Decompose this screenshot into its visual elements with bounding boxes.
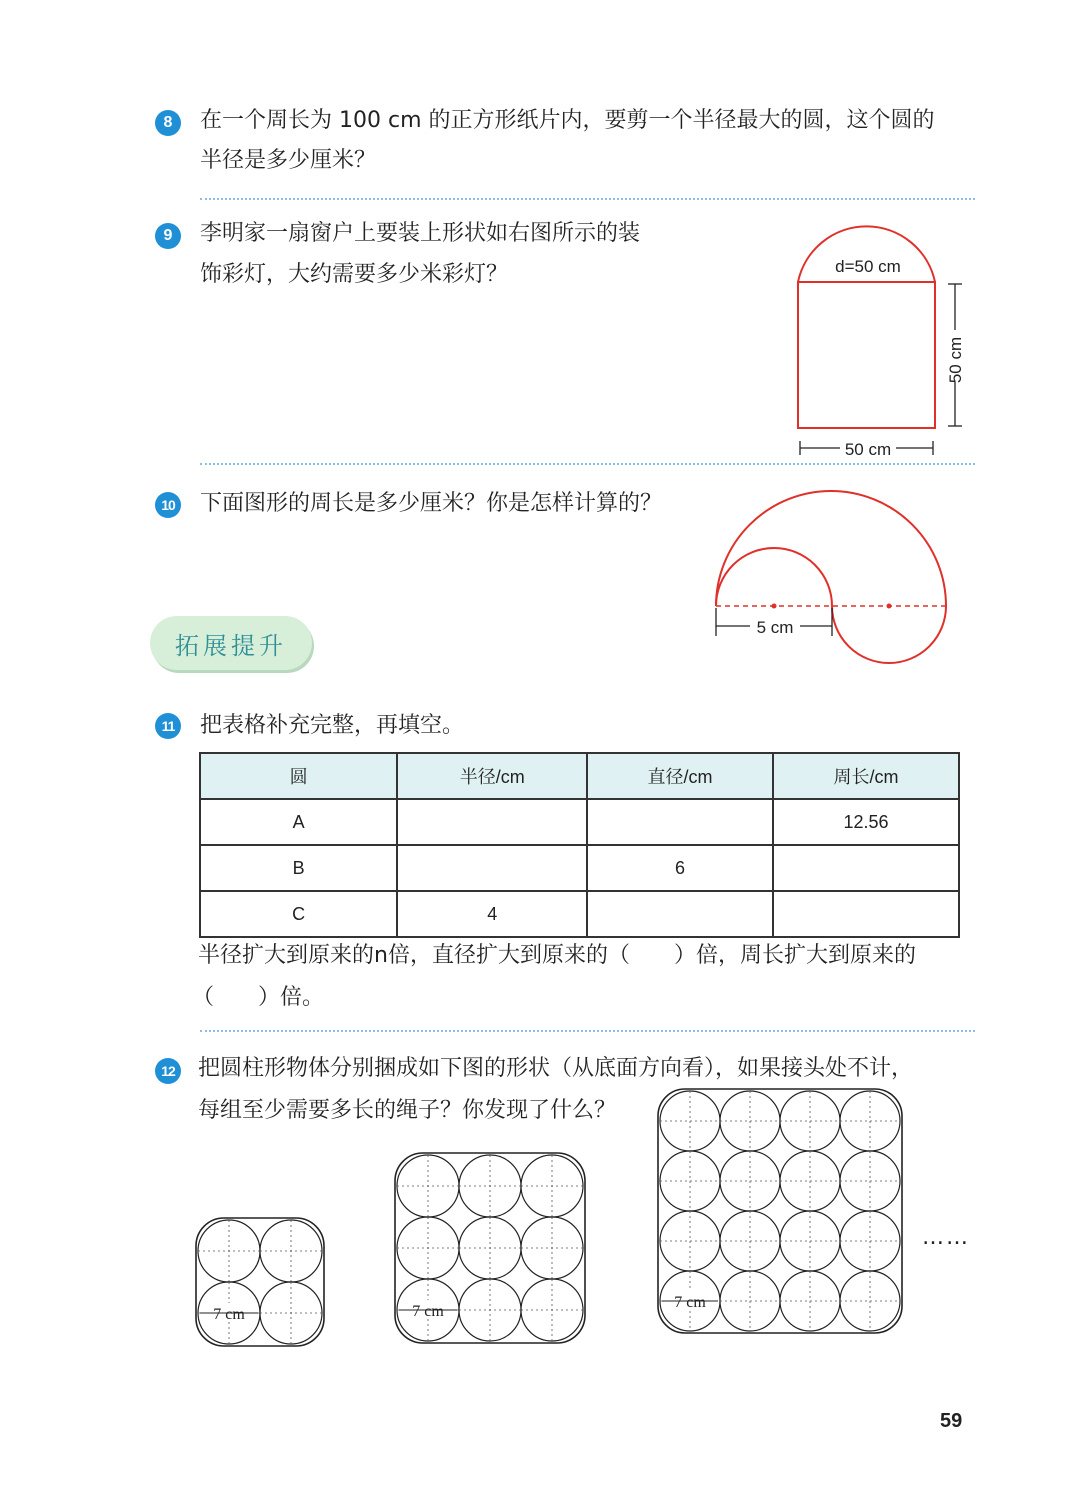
table-row (200, 891, 959, 937)
question-number-11: 11 (155, 713, 181, 739)
table-cell: 6 (587, 845, 773, 891)
bundle-3x3 (394, 1152, 588, 1346)
table-cell: B (200, 845, 397, 891)
table-cell: C (200, 891, 397, 937)
q8-text-line1: 在一个周长为 100 cm 的正方形纸片内，要剪一个半径最大的圆，这个圆的 (200, 108, 935, 133)
small-semicircle-arc (716, 548, 832, 606)
q9-text-line1: 李明家一扇窗户上要装上形状如右图所示的装 (200, 221, 641, 246)
table-cell-input[interactable] (587, 799, 773, 845)
q11-fill-line1: 半径扩大到原来的n倍，直径扩大到原来的（ ）倍，周长扩大到原来的 (198, 943, 916, 968)
question-number-8: 8 (155, 110, 181, 136)
diameter-label: 7 cm (674, 1294, 706, 1311)
table-cell-input[interactable] (587, 891, 773, 937)
page-number: 59 (940, 1410, 963, 1432)
table-header: 直径/cm (587, 753, 773, 799)
bottom-semicircle-arc (832, 606, 946, 663)
table-cell-input[interactable] (773, 845, 959, 891)
q8-text-line2: 半径是多少厘米？ (200, 148, 377, 173)
window-figure (780, 200, 980, 465)
bundle-4x4 (657, 1088, 903, 1344)
table-cell: 4 (397, 891, 587, 937)
q12-text-line1: 把圆柱形物体分别捆成如下图的形状（从底面方向看），如果接头处不计， (198, 1056, 914, 1081)
measure-label: 5 cm (756, 618, 794, 637)
q11-fill-line2: （ ）倍。 (192, 985, 325, 1010)
table-cell-input[interactable] (397, 799, 587, 845)
arc-figure (700, 470, 960, 675)
window-rectangle (798, 282, 935, 428)
table-cell-input[interactable] (773, 891, 959, 937)
q10-text-line1: 下面图形的周长是多少厘米？你是怎样计算的？ (200, 491, 663, 516)
diameter-label: d=50 cm (835, 257, 901, 276)
bundle-2x2 (194, 1216, 326, 1348)
separator (200, 1030, 975, 1032)
table-cell: A (200, 799, 397, 845)
table-row (200, 845, 959, 891)
section-badge: 拓展提升 (150, 616, 312, 670)
center-point (887, 604, 892, 609)
center-point (772, 604, 777, 609)
rope-outline (196, 1218, 324, 1346)
q9-text-line2: 饰彩灯，大约需要多少米彩灯？ (200, 262, 509, 287)
question-number-9: 9 (155, 223, 181, 249)
table-cell: 12.56 (773, 799, 959, 845)
diameter-label: 7 cm (412, 1303, 444, 1320)
question-number-12: 12 (155, 1058, 181, 1084)
ellipsis: …… (922, 1225, 970, 1250)
table-header: 圆 (200, 753, 397, 799)
table-row (200, 799, 959, 845)
question-number-10: 10 (155, 492, 181, 518)
table-cell-input[interactable] (397, 845, 587, 891)
q11-text-line1: 把表格补充完整，再填空。 (200, 713, 465, 738)
width-label: 50 cm (844, 440, 892, 459)
table-header: 半径/cm (397, 753, 587, 799)
q12-text-line2: 每组至少需要多长的绳子？你发现了什么？ (198, 1098, 617, 1123)
height-label: 50 cm (946, 336, 965, 384)
diameter-label: 7 cm (213, 1306, 245, 1323)
large-semicircle-arc (716, 491, 946, 606)
circle-table (199, 752, 960, 938)
separator (200, 463, 975, 465)
table-header: 周长/cm (773, 753, 959, 799)
table-header-row (200, 753, 959, 799)
